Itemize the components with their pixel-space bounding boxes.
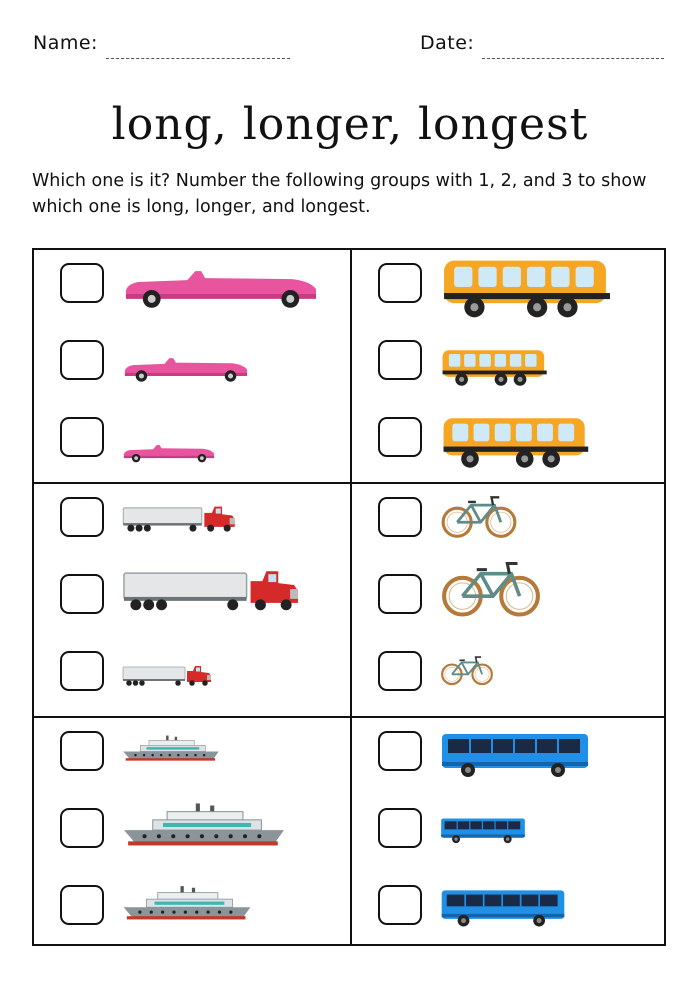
- bicycle-icon: [440, 494, 518, 538]
- list-item: [352, 718, 668, 795]
- answer-box[interactable]: [378, 497, 422, 537]
- answer-box[interactable]: [60, 574, 104, 614]
- city-bus-icon: [440, 888, 566, 928]
- date-field[interactable]: [482, 58, 664, 59]
- semi-truck-icon: [122, 504, 236, 532]
- answer-box[interactable]: [60, 651, 104, 691]
- limousine-icon: [122, 266, 320, 310]
- answer-box[interactable]: [378, 808, 422, 848]
- list-item: [34, 561, 350, 638]
- list-item: [352, 404, 668, 481]
- list-item: [352, 561, 668, 638]
- list-item: [352, 872, 668, 949]
- limousine-icon: [122, 442, 216, 464]
- ship-icon: [122, 734, 220, 764]
- page-title: long, longer, longest: [111, 99, 589, 151]
- answer-box[interactable]: [60, 808, 104, 848]
- group-school-bus: [352, 250, 668, 482]
- answer-box[interactable]: [378, 574, 422, 614]
- answer-box[interactable]: [60, 417, 104, 457]
- name-label: Name:: [33, 32, 98, 54]
- group-ship: [34, 718, 350, 950]
- semi-truck-icon: [122, 664, 212, 686]
- answer-box[interactable]: [378, 651, 422, 691]
- group-semi-truck: [34, 484, 350, 716]
- date-label: Date:: [420, 32, 475, 54]
- answer-box[interactable]: [378, 417, 422, 457]
- answer-box[interactable]: [60, 885, 104, 925]
- school-bus-icon: [440, 414, 590, 472]
- list-item: [352, 484, 668, 561]
- list-item: [34, 795, 350, 872]
- list-item: [352, 638, 668, 715]
- list-item: [34, 484, 350, 561]
- answer-box[interactable]: [378, 885, 422, 925]
- semi-truck-icon: [122, 567, 300, 611]
- list-item: [34, 872, 350, 949]
- answer-box[interactable]: [60, 497, 104, 537]
- ship-icon: [122, 884, 252, 924]
- bicycle-icon: [440, 654, 494, 686]
- list-item: [34, 250, 350, 327]
- school-bus-icon: [440, 347, 548, 389]
- answer-box[interactable]: [378, 731, 422, 771]
- city-bus-icon: [440, 732, 590, 778]
- list-item: [352, 327, 668, 404]
- city-bus-icon: [440, 817, 526, 844]
- group-bicycle: [352, 484, 668, 716]
- answer-box[interactable]: [60, 263, 104, 303]
- list-item: [34, 638, 350, 715]
- name-field[interactable]: [106, 58, 290, 59]
- instructions: Which one is it? Number the following groups with 1, 2, and 3 to show which one is long, longer, and longest.: [32, 171, 647, 217]
- school-bus-icon: [440, 256, 612, 322]
- answer-box[interactable]: [60, 731, 104, 771]
- list-item: [352, 795, 668, 872]
- list-item: [34, 404, 350, 481]
- answer-box[interactable]: [378, 340, 422, 380]
- answer-box[interactable]: [60, 340, 104, 380]
- worksheet-grid: [32, 248, 666, 946]
- bicycle-icon: [440, 559, 542, 617]
- list-item: [352, 250, 668, 327]
- group-city-bus: [352, 718, 668, 950]
- limousine-icon: [122, 355, 250, 383]
- list-item: [34, 327, 350, 404]
- ship-icon: [122, 801, 286, 851]
- group-limousine: [34, 250, 350, 482]
- answer-box[interactable]: [378, 263, 422, 303]
- list-item: [34, 718, 350, 795]
